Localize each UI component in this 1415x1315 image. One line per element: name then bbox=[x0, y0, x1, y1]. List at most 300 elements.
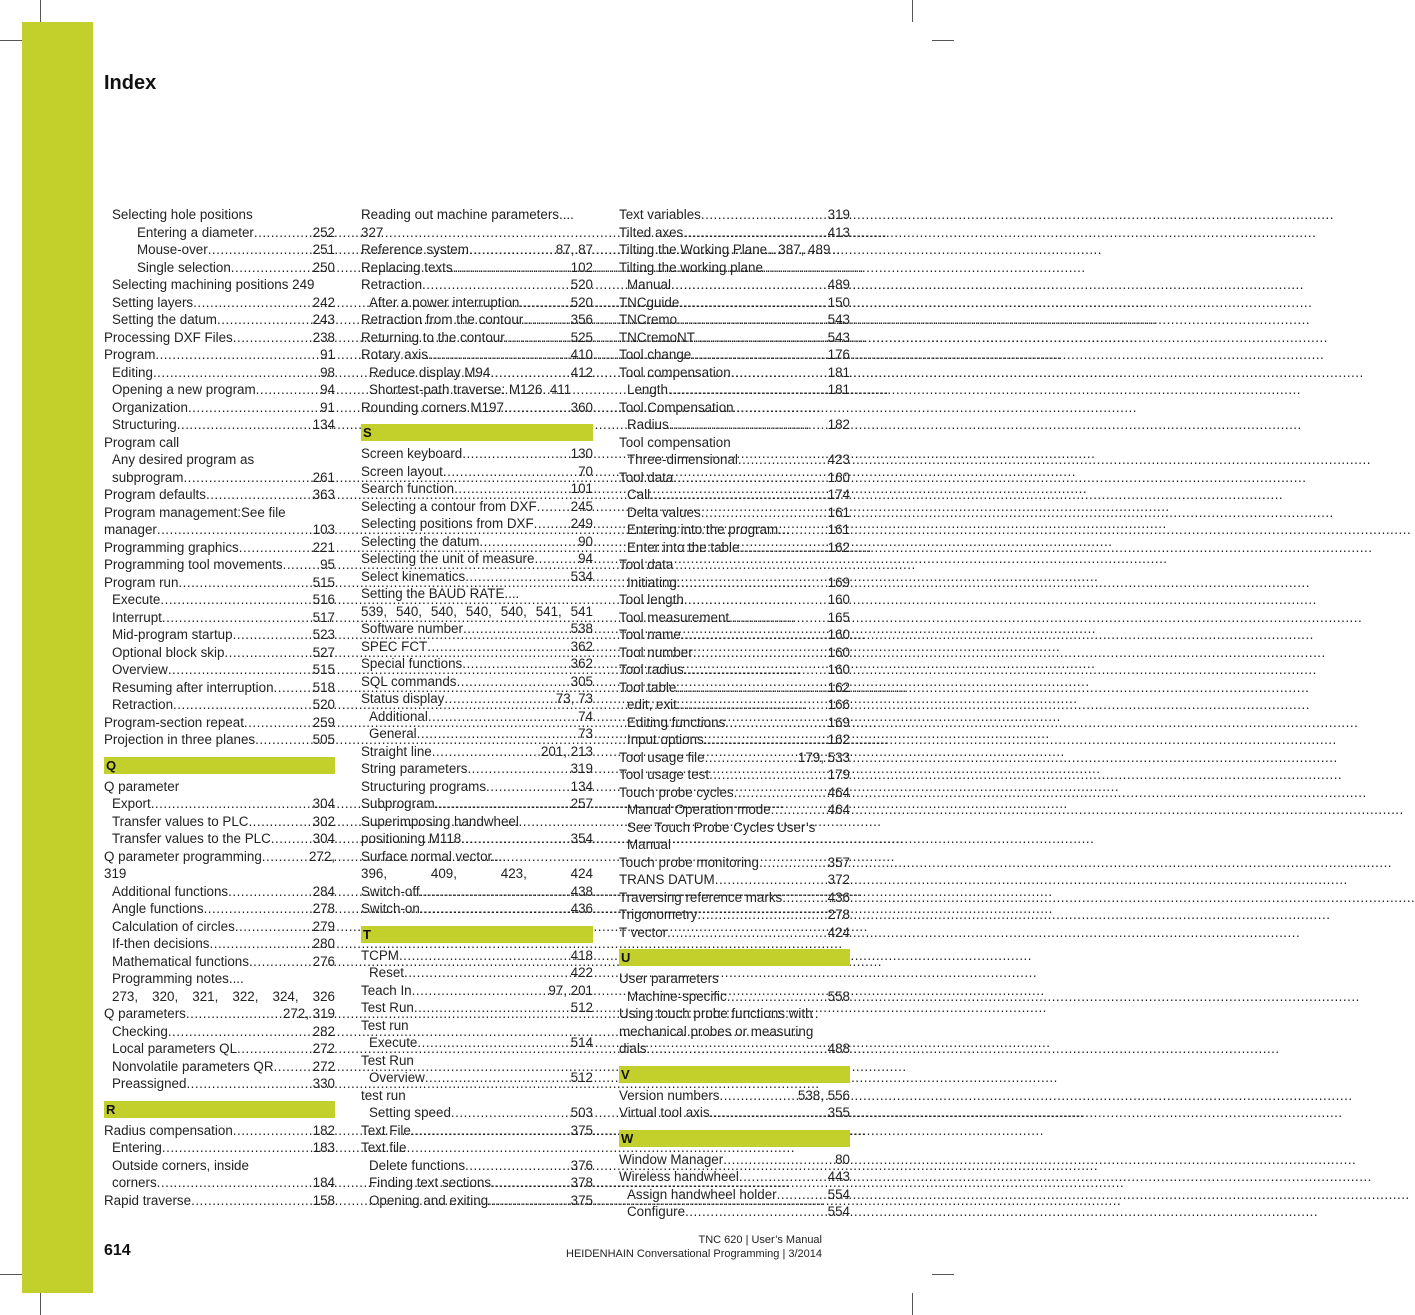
dot-leader bbox=[691, 346, 825, 364]
crop-mark bbox=[40, 0, 41, 22]
index-entry: User parameters bbox=[619, 971, 719, 986]
index-entry-term: Screen layout bbox=[361, 463, 443, 479]
section-letter: V bbox=[619, 1066, 850, 1083]
index-entry-term: Delete functions bbox=[369, 1157, 466, 1173]
index-entry bbox=[104, 714, 335, 732]
dot-leader bbox=[704, 731, 826, 749]
index-entry-page: 304 bbox=[312, 796, 335, 811]
index-entry bbox=[104, 311, 335, 329]
dot-leader bbox=[414, 999, 569, 1017]
dot-leader bbox=[504, 399, 569, 417]
index-entry bbox=[619, 766, 850, 784]
index-entry-term: Tool usage file bbox=[619, 749, 705, 765]
index-entry-term: Status display bbox=[361, 691, 445, 706]
section-letter: U bbox=[619, 949, 850, 966]
index-entry bbox=[104, 556, 335, 574]
index-entry: Any desired program as bbox=[112, 452, 255, 467]
dot-leader bbox=[723, 1151, 833, 1169]
index-entry bbox=[104, 1005, 335, 1023]
index-entry bbox=[104, 399, 335, 417]
index-entry bbox=[361, 550, 593, 568]
index-entry bbox=[104, 294, 335, 312]
index-entry-page: 413 bbox=[827, 224, 850, 240]
index-entry: Tool data bbox=[619, 557, 674, 572]
dot-leader bbox=[647, 1040, 826, 1058]
index-entry bbox=[361, 982, 593, 1000]
index-entry-term: Opening and exiting bbox=[369, 1192, 489, 1208]
index-entry bbox=[104, 795, 335, 813]
dot-leader bbox=[673, 469, 825, 487]
index-entry-page: 249 bbox=[570, 516, 593, 531]
dot-leader bbox=[157, 521, 311, 539]
crop-mark bbox=[932, 1274, 954, 1275]
dot-leader bbox=[193, 294, 311, 312]
dot-leader bbox=[417, 1034, 568, 1052]
index-entry-page: 375 bbox=[570, 1122, 593, 1138]
index-entry bbox=[104, 539, 335, 557]
dot-leader bbox=[453, 259, 569, 277]
section-letter: S bbox=[361, 424, 593, 441]
dot-leader bbox=[435, 795, 569, 813]
dot-leader bbox=[462, 655, 568, 673]
index-entry-term: TRANS DATUM bbox=[619, 872, 715, 887]
index-entry-term: manager bbox=[104, 522, 157, 537]
index-entry-page: 443 bbox=[827, 1169, 850, 1184]
index-entry bbox=[619, 889, 850, 907]
dot-leader bbox=[469, 241, 554, 259]
dot-leader bbox=[677, 574, 826, 592]
dot-leader bbox=[738, 451, 826, 469]
index-entry bbox=[619, 574, 850, 592]
index-entry-page: 160 bbox=[827, 592, 850, 607]
index-entry-page: 362 bbox=[570, 638, 593, 654]
index-entry bbox=[104, 574, 335, 592]
index-entry-page: 436 bbox=[827, 889, 850, 905]
dot-leader bbox=[274, 679, 311, 697]
index-entry-page: 362 bbox=[570, 656, 593, 671]
dot-leader bbox=[777, 1186, 826, 1204]
dot-leader bbox=[491, 1174, 569, 1192]
dot-leader bbox=[233, 329, 311, 347]
index-entry bbox=[104, 918, 335, 936]
index-entry-page: 282 bbox=[312, 1023, 335, 1039]
index-entry: Manual bbox=[627, 837, 671, 852]
index-entry bbox=[104, 416, 335, 434]
index-entry-page: 242 bbox=[312, 294, 335, 310]
index-entry-page: 464 bbox=[827, 802, 850, 817]
index-entry: 327 bbox=[361, 224, 384, 240]
index-entry bbox=[104, 1040, 335, 1058]
index-entry-page: 412 bbox=[570, 364, 593, 380]
index-entry-page: 97, 201 bbox=[548, 982, 593, 998]
index-entry bbox=[619, 801, 850, 819]
index-entry-page: 516 bbox=[312, 592, 335, 607]
index-entry-page: 438 bbox=[570, 883, 593, 899]
dot-leader bbox=[254, 224, 311, 242]
index-entry-page: 280 bbox=[312, 936, 335, 951]
dot-leader bbox=[233, 626, 311, 644]
index-entry-term: Execute bbox=[369, 1035, 418, 1050]
index-entry-page: 201, 213 bbox=[540, 743, 593, 759]
index-entry bbox=[361, 533, 593, 551]
index-entry-page: 251 bbox=[312, 242, 335, 257]
dot-leader bbox=[425, 1069, 569, 1087]
index-entry-term: Reset bbox=[369, 965, 404, 980]
index-entry bbox=[104, 1139, 335, 1157]
index-entry-term: Delta values bbox=[627, 504, 701, 520]
index-entry-page: 372 bbox=[827, 872, 850, 887]
index-entry-term: Organization bbox=[112, 399, 188, 415]
index-entry-page: 512 bbox=[570, 1000, 593, 1015]
index-entry-page: 330 bbox=[312, 1076, 335, 1091]
dot-leader bbox=[693, 644, 826, 662]
dot-leader bbox=[443, 463, 576, 481]
index-entry: Text file bbox=[361, 1140, 407, 1155]
index-entry bbox=[361, 1104, 593, 1122]
dot-leader bbox=[490, 364, 568, 382]
index-entry-term: Tool table bbox=[619, 679, 677, 695]
index-entry bbox=[361, 708, 593, 726]
index-entry bbox=[619, 416, 850, 434]
index-entry-page: 554 bbox=[827, 1204, 850, 1219]
dot-leader bbox=[432, 743, 539, 761]
index-entry-page: 376 bbox=[570, 1157, 593, 1173]
index-entry-term: Retraction bbox=[112, 697, 174, 712]
index-entry-term: Local parameters QL bbox=[112, 1041, 238, 1056]
index-entry bbox=[104, 883, 335, 901]
index-entry-page: 515 bbox=[312, 662, 335, 677]
index-entry-pages: 539, 540, 540, 540, 540, 541, 541 bbox=[361, 603, 593, 619]
index-entry: Setting the BAUD RATE.... bbox=[361, 586, 520, 601]
index-entry-page: 278 bbox=[827, 907, 850, 922]
crop-mark bbox=[912, 0, 913, 22]
index-entry-page: 422 bbox=[570, 965, 593, 980]
index-entry-term: Text variables bbox=[619, 207, 701, 222]
dot-leader bbox=[467, 760, 568, 778]
chapter-tab-bar bbox=[22, 22, 93, 1293]
dot-leader bbox=[157, 1174, 311, 1192]
index-entry bbox=[361, 655, 593, 673]
index-entry-term: Replacing texts bbox=[361, 259, 453, 275]
dot-leader bbox=[183, 469, 310, 487]
dot-leader bbox=[505, 329, 569, 347]
dot-leader bbox=[462, 445, 568, 463]
index-entry bbox=[619, 451, 850, 469]
index-entry bbox=[104, 1192, 335, 1210]
index-entry-term: subprogram bbox=[112, 469, 184, 485]
dot-leader bbox=[709, 766, 826, 784]
index-entry-page: 101 bbox=[570, 481, 593, 496]
index-entry bbox=[619, 591, 850, 609]
index-entry bbox=[619, 329, 850, 347]
dot-leader bbox=[739, 1168, 826, 1186]
dot-leader bbox=[782, 889, 825, 907]
dot-leader bbox=[224, 644, 310, 662]
index-entry-term: TNCremo bbox=[619, 312, 678, 327]
index-entry-term: Switch-on bbox=[361, 901, 420, 916]
index-entry: Surface normal vector.... bbox=[361, 848, 507, 864]
index-entry-term: Finding text sections bbox=[369, 1175, 492, 1190]
index-entry bbox=[104, 1174, 335, 1192]
index-entry-term: TNCremoNT bbox=[619, 329, 695, 345]
index-entry-page: 423 bbox=[827, 452, 850, 467]
index-entry bbox=[104, 364, 335, 382]
index-entry-term: Trigonometry bbox=[619, 907, 698, 922]
index-entry-term: Program bbox=[104, 347, 156, 362]
index-entry-term: String parameters bbox=[361, 761, 468, 776]
index-entry-term: Touch probe cycles bbox=[619, 784, 734, 800]
dot-leader bbox=[739, 539, 825, 557]
index-entry-term: Selecting hole positions bbox=[112, 207, 253, 222]
dot-leader bbox=[727, 988, 826, 1006]
dot-leader bbox=[217, 311, 311, 329]
index-entry bbox=[104, 626, 335, 644]
index-entry-term: Export bbox=[112, 796, 151, 811]
index-entry-page: 70 bbox=[578, 463, 593, 479]
dot-leader bbox=[178, 574, 310, 592]
index-entry: 319 bbox=[104, 866, 127, 881]
index-entry-page: 378 bbox=[570, 1175, 593, 1190]
index-entry-page: 436 bbox=[570, 901, 593, 916]
index-entry-term: Checking bbox=[112, 1023, 168, 1039]
index-entry bbox=[361, 964, 593, 982]
index-entry-page: 538 bbox=[570, 621, 593, 636]
index-entry-page: 73, 73 bbox=[555, 691, 593, 706]
index-entry bbox=[104, 935, 335, 953]
index-entry bbox=[361, 346, 593, 364]
index-entry-page: 410 bbox=[570, 347, 593, 362]
index-entry bbox=[104, 241, 335, 259]
dot-leader bbox=[523, 311, 568, 329]
index-entry-term: Q parameter programming bbox=[104, 848, 262, 864]
index-entry: Selecting machining positions 249 bbox=[112, 277, 315, 292]
index-entry-term: Setting the datum bbox=[112, 312, 217, 327]
index-entry-page: 357 bbox=[827, 854, 850, 870]
dot-leader bbox=[231, 259, 311, 277]
index-entry-page: 181 bbox=[827, 382, 850, 397]
index-entry-page: 363 bbox=[312, 487, 335, 502]
index-entry-term: Overview bbox=[112, 662, 168, 677]
index-entry bbox=[619, 854, 850, 872]
index-entry-page: 543 bbox=[827, 312, 850, 327]
index-entry-page: 503 bbox=[570, 1105, 593, 1120]
page-number: 614 bbox=[104, 1242, 131, 1259]
section-letter: T bbox=[361, 926, 593, 943]
dot-leader bbox=[479, 533, 576, 551]
index-entry bbox=[361, 638, 593, 656]
index-entry-page: 355 bbox=[827, 1105, 850, 1120]
index-entry-page: 245 bbox=[570, 498, 593, 514]
index-entry-term: Nonvolatile parameters QR bbox=[112, 1058, 274, 1074]
index-entry-page: 518 bbox=[312, 679, 335, 695]
index-entry-term: Touch probe monitoring bbox=[619, 854, 759, 870]
index-entry bbox=[361, 1174, 593, 1192]
index-entry-page: 179 bbox=[827, 767, 850, 782]
index-entry: Using touch probe functions with bbox=[619, 1006, 813, 1021]
index-entry-term: Optional block skip bbox=[112, 644, 225, 660]
index-entry-page: 534 bbox=[570, 568, 593, 584]
index-entry-page: 319 bbox=[570, 761, 593, 776]
dot-leader bbox=[534, 515, 569, 533]
index-entry bbox=[619, 364, 850, 382]
dot-leader bbox=[697, 906, 825, 924]
dot-leader bbox=[771, 801, 826, 819]
index-entry bbox=[104, 696, 335, 714]
index-entry bbox=[104, 609, 335, 627]
index-entry-term: Interrupt bbox=[112, 609, 162, 625]
dot-leader bbox=[677, 311, 826, 329]
index-entry-term: Radius bbox=[627, 417, 669, 432]
dot-leader bbox=[206, 486, 311, 504]
index-entry-term: Tool data bbox=[619, 469, 674, 485]
index-entry-term: Test Run bbox=[361, 1000, 414, 1015]
dot-leader bbox=[256, 381, 318, 399]
dot-leader bbox=[237, 1040, 311, 1058]
index-entry bbox=[361, 947, 593, 965]
index-entry-page: 87, 87 bbox=[555, 242, 593, 257]
index-entry: Reading out machine parameters.... bbox=[361, 207, 574, 222]
index-entry-page: 272 bbox=[312, 1041, 335, 1056]
index-entry-page: 181 bbox=[827, 364, 850, 380]
index-entry-term: Calculation of circles bbox=[112, 918, 235, 934]
index-entry-page: 319 bbox=[827, 207, 850, 222]
dot-leader bbox=[208, 241, 311, 259]
index-entry bbox=[619, 1087, 850, 1105]
index-entry-page: 272, bbox=[308, 848, 335, 864]
dot-leader bbox=[233, 1122, 311, 1140]
dot-leader bbox=[681, 626, 826, 644]
dot-leader bbox=[519, 294, 568, 312]
index-entry bbox=[361, 883, 593, 901]
index-entry bbox=[619, 644, 850, 662]
dot-leader bbox=[457, 673, 569, 691]
index-entry: Superimposing handwheel bbox=[361, 813, 519, 829]
crop-mark bbox=[0, 40, 22, 41]
index-entry bbox=[104, 1122, 335, 1140]
index-entry bbox=[104, 731, 335, 749]
index-entry bbox=[361, 276, 593, 294]
dot-leader bbox=[719, 1087, 795, 1105]
dot-leader bbox=[695, 329, 826, 347]
index-entry-page: 91 bbox=[320, 399, 335, 415]
dot-leader bbox=[417, 725, 576, 743]
index-entry-term: General bbox=[369, 726, 417, 741]
index-entry bbox=[361, 778, 593, 796]
dot-leader bbox=[684, 591, 826, 609]
index-entry: Outside corners, inside bbox=[112, 1157, 249, 1173]
index-entry-page: 259 bbox=[312, 714, 335, 730]
index-entry-term: SPEC FCT bbox=[361, 638, 428, 654]
index-entry bbox=[619, 521, 850, 539]
index-entry bbox=[619, 224, 850, 242]
index-entry-term: Special functions bbox=[361, 656, 463, 671]
dot-leader bbox=[411, 1122, 569, 1140]
index-entry bbox=[361, 1069, 593, 1087]
dot-leader bbox=[162, 1139, 311, 1157]
section-letter: Q bbox=[104, 757, 335, 774]
dot-leader bbox=[168, 661, 311, 679]
index-entry-page: 162 bbox=[827, 732, 850, 747]
page-title: Index bbox=[104, 72, 157, 94]
dot-leader bbox=[249, 953, 311, 971]
index-entry bbox=[104, 813, 335, 831]
index-entry-page: 543 bbox=[827, 329, 850, 345]
dot-leader bbox=[486, 778, 569, 796]
index-entry-page: 184 bbox=[312, 1175, 335, 1190]
index-entry-term: Tool compensation bbox=[619, 364, 731, 380]
index-entry bbox=[104, 830, 335, 848]
index-entry-term: Single selection bbox=[137, 259, 231, 275]
index-entry-page: 91 bbox=[320, 347, 335, 362]
index-entry-term: T vector bbox=[619, 924, 668, 940]
index-column-2 bbox=[361, 206, 593, 1209]
index-entry-term: After a power interruption bbox=[369, 294, 520, 310]
index-entry bbox=[619, 539, 850, 557]
dot-leader bbox=[488, 1192, 569, 1210]
index-entry bbox=[361, 498, 593, 516]
index-entry bbox=[619, 609, 850, 627]
index-entry bbox=[104, 679, 335, 697]
index-entry: Program management:See file bbox=[104, 504, 286, 520]
index-entry-term: Selecting the unit of measure bbox=[361, 551, 535, 566]
index-entry-term: Switch-off bbox=[361, 883, 420, 899]
index-entry-term: Selecting positions from DXF bbox=[361, 516, 534, 531]
index-entry bbox=[104, 381, 335, 399]
index-entry-page: 523 bbox=[312, 627, 335, 642]
index-entry-page: 505 bbox=[312, 732, 335, 747]
dot-leader bbox=[677, 696, 826, 714]
index-entry-page: 302 bbox=[312, 813, 335, 829]
dot-leader bbox=[451, 1104, 569, 1122]
index-entry-term: Straight line bbox=[361, 743, 432, 759]
dot-leader bbox=[271, 830, 311, 848]
index-entry-page: 279 bbox=[312, 918, 335, 934]
index-entry-page: 375 bbox=[570, 1192, 593, 1208]
index-entry bbox=[361, 294, 593, 312]
dot-leader bbox=[168, 1023, 311, 1041]
dot-leader bbox=[399, 947, 569, 965]
index-entry-page: 134 bbox=[570, 778, 593, 794]
index-entry-term: Angle functions bbox=[112, 901, 204, 916]
index-entry bbox=[619, 871, 850, 889]
index-entry bbox=[104, 644, 335, 662]
index-entry bbox=[619, 1168, 850, 1186]
index-entry bbox=[104, 486, 335, 504]
index-entry-term: dials bbox=[619, 1041, 647, 1056]
index-entry-page: 160 bbox=[827, 662, 850, 677]
index-entry-page: 160 bbox=[827, 627, 850, 642]
index-entry-term: Retraction bbox=[361, 277, 423, 292]
index-entry-page: 95 bbox=[320, 557, 335, 572]
index-entry-term: TNCguide bbox=[619, 294, 680, 310]
index-entry-term: Selecting a contour from DXF bbox=[361, 498, 537, 514]
crop-mark bbox=[40, 1293, 41, 1315]
index-entry-page: 360 bbox=[570, 399, 593, 415]
index-entry-term: edit, exit bbox=[627, 697, 677, 712]
dot-leader bbox=[461, 830, 568, 848]
section-letter: R bbox=[104, 1101, 335, 1118]
index-entry-term: positioning M118 bbox=[361, 831, 462, 846]
index-entry bbox=[619, 679, 850, 697]
index-entry-page: 150 bbox=[827, 294, 850, 310]
index-entry-term: Mouse-over bbox=[137, 242, 208, 257]
index-entry bbox=[104, 1058, 335, 1076]
dot-leader bbox=[679, 294, 825, 312]
index-entry bbox=[104, 224, 335, 242]
index-entry-page: 515 bbox=[312, 574, 335, 590]
index-entry: Program call bbox=[104, 434, 180, 450]
index-entry-term: Setting layers bbox=[112, 294, 194, 310]
